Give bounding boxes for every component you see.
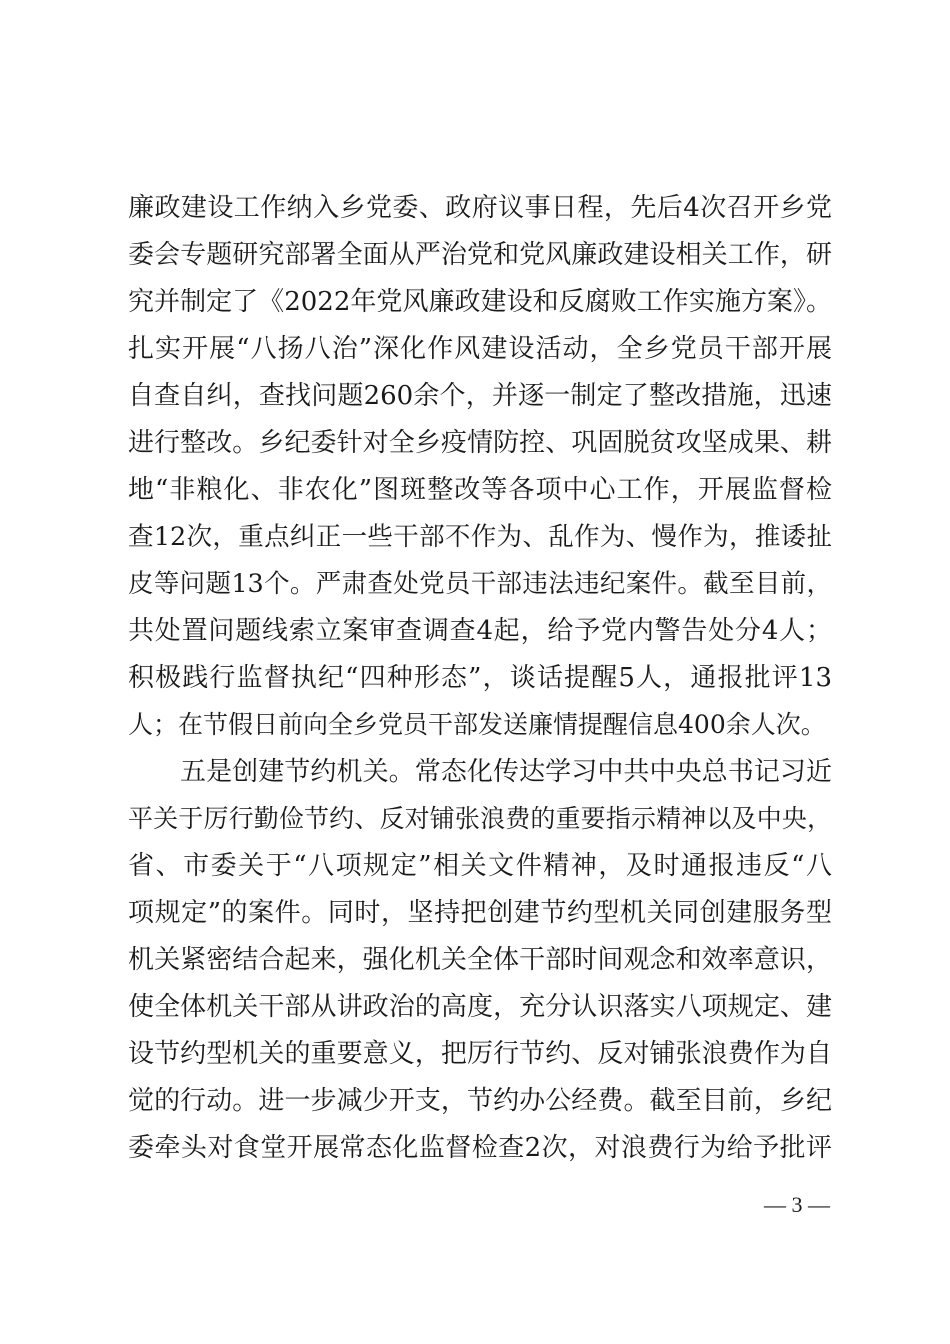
text-line: 觉的行动。进一步减少开支，节约办公经费。截至目前，乡纪 [128,1086,832,1116]
text-line: 地“非粮化、非农化”图斑整改等各项中心工作，开展监督检 [128,475,832,505]
text-line: 积极践行监督执纪“四种形态”，谈话提醒5人，通报批评13 [128,663,832,693]
text-line: 省、市委关于“八项规定”相关文件精神，及时通报违反“八 [128,851,832,881]
text-line: 委会专题研究部署全面从严治党和党风廉政建设相关工作，研 [128,240,832,270]
text-line: 委牵头对食堂开展常态化监督检查2次，对浪费行为给予批评 [128,1133,832,1163]
text-line: 自查自纠，查找问题260余个，并逐一制定了整改措施，迅速 [128,381,832,411]
text-line: 项规定”的案件。同时，坚持把创建节约型机关同创建服务型 [128,898,832,928]
text-line: 人；在节假日前向全乡党员干部发送廉情提醒信息400余人次。 [128,710,826,739]
text-line: 皮等问题13个。严肃查处党员干部违法违纪案件。截至目前， [128,569,832,599]
text-line: 共处置问题线索立案审查调查4起，给予党内警告处分4人； [128,616,832,646]
paragraph-start-line: 五是创建节约机关。常态化传达学习中共中央总书记习近 [180,757,832,787]
page-number: — 3 — [764,1192,830,1217]
text-line: 进行整改。乡纪委针对全乡疫情防控、巩固脱贫攻坚成果、耕 [128,428,832,458]
text-line: 使全体机关干部从讲政治的高度，充分认识落实八项规定、建 [128,992,832,1022]
text-line: 究并制定了《2022年党风廉政建设和反腐败工作实施方案》。 [128,287,832,317]
text-line: 机关紧密结合起来，强化机关全体干部时间观念和效率意识， [128,945,832,975]
text-line: 设节约型机关的重要意义，把厉行节约、反对铺张浪费作为自 [128,1039,832,1069]
text-line: 平关于厉行勤俭节约、反对铺张浪费的重要指示精神以及中央， [128,804,832,833]
text-line: 扎实开展“八扬八治”深化作风建设活动，全乡党员干部开展 [128,334,832,364]
text-line: 查12次，重点纠正一些干部不作为、乱作为、慢作为，推诿扯 [128,522,832,552]
text-line: 廉政建设工作纳入乡党委、政府议事日程，先后4次召开乡党 [128,193,832,223]
